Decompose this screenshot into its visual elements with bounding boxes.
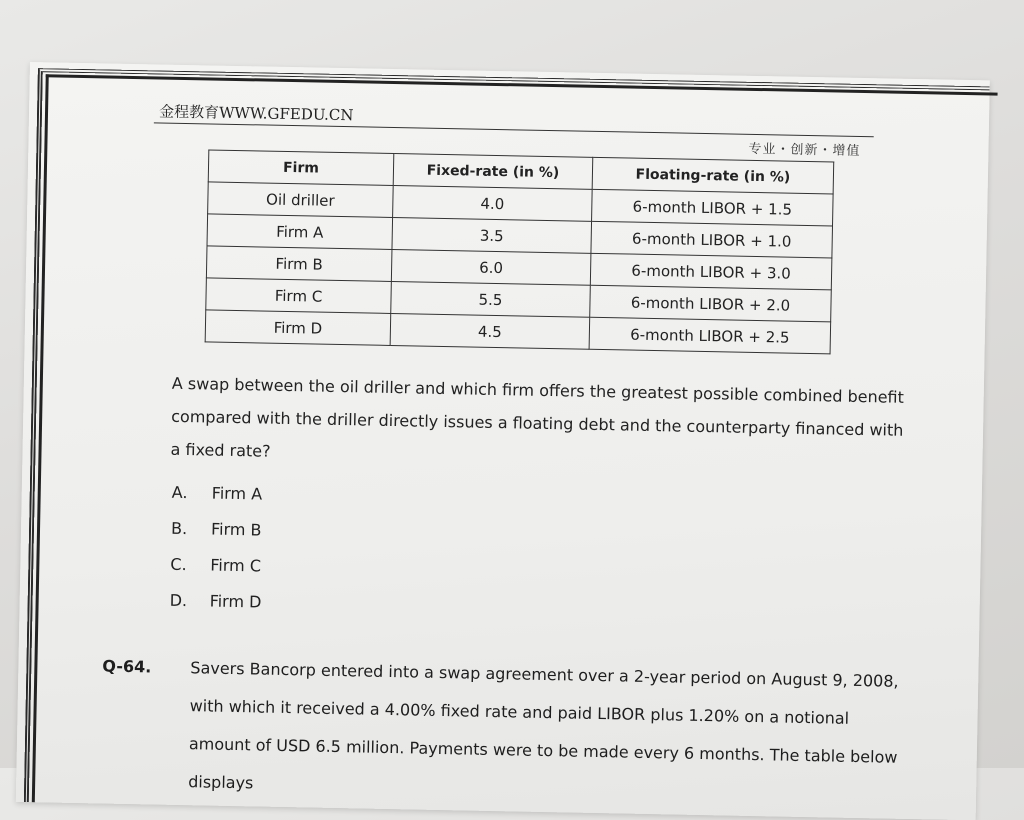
column-header-floating-rate: Floating-rate (in %)	[592, 157, 834, 194]
question-64-text: Savers Bancorp entered into a swap agreement over a 2-year period on August 9, 2008, with which it received a 4.00% fixed rate and paid LIBOR plus 1.20% on a notional amount of USD 6.5 million. Payments were to be made every 6 months. The table below displays	[188, 658, 899, 793]
cell-firm: Firm D	[205, 310, 391, 346]
cell-firm: Oil driller	[208, 182, 394, 218]
option-c	[170, 547, 262, 585]
cell-fixed-rate: 4.0	[393, 185, 593, 221]
option-letter: C.	[170, 554, 187, 575]
cell-fixed-rate: 5.5	[391, 281, 591, 317]
answer-options	[169, 475, 264, 621]
cell-floating-rate: 6-month LIBOR + 1.5	[592, 189, 834, 226]
option-d	[169, 583, 261, 621]
option-text: Firm B	[210, 519, 262, 540]
cell-firm: Firm A	[207, 214, 393, 250]
cell-floating-rate: 6-month LIBOR + 2.5	[589, 317, 831, 354]
option-b	[171, 511, 263, 549]
question-number: Q-64.	[102, 656, 152, 677]
cell-fixed-rate: 4.5	[390, 313, 590, 349]
option-text: Firm A	[211, 483, 263, 504]
option-letter: B.	[170, 518, 188, 539]
rates-table	[205, 149, 835, 354]
cell-floating-rate: 6-month LIBOR + 3.0	[590, 253, 832, 290]
cell-fixed-rate: 3.5	[392, 217, 592, 253]
cell-firm: Firm C	[206, 278, 392, 314]
cell-floating-rate: 6-month LIBOR + 2.0	[590, 285, 832, 322]
option-letter: A.	[171, 482, 188, 503]
cell-fixed-rate: 6.0	[391, 249, 591, 285]
header-brand: 金程教育WWW.GFEDU.CN	[158, 102, 354, 125]
option-text: Firm D	[209, 591, 262, 612]
cell-firm: Firm B	[206, 246, 392, 282]
cell-floating-rate: 6-month LIBOR + 1.0	[591, 221, 833, 258]
header-slogan: 专业・创新・增值	[748, 141, 861, 159]
option-letter: D.	[169, 590, 188, 611]
document-page	[16, 62, 990, 820]
question-text: A swap between the oil driller and which firm offers the greatest possible combined benefit compared with the driller directly issues a floating debt and the counterparty financed with a fixed rate?	[170, 373, 905, 461]
option-text: Firm C	[210, 555, 262, 576]
column-header-firm: Firm	[208, 150, 394, 186]
option-a	[171, 475, 263, 513]
column-header-fixed-rate: Fixed-rate (in %)	[393, 154, 593, 190]
